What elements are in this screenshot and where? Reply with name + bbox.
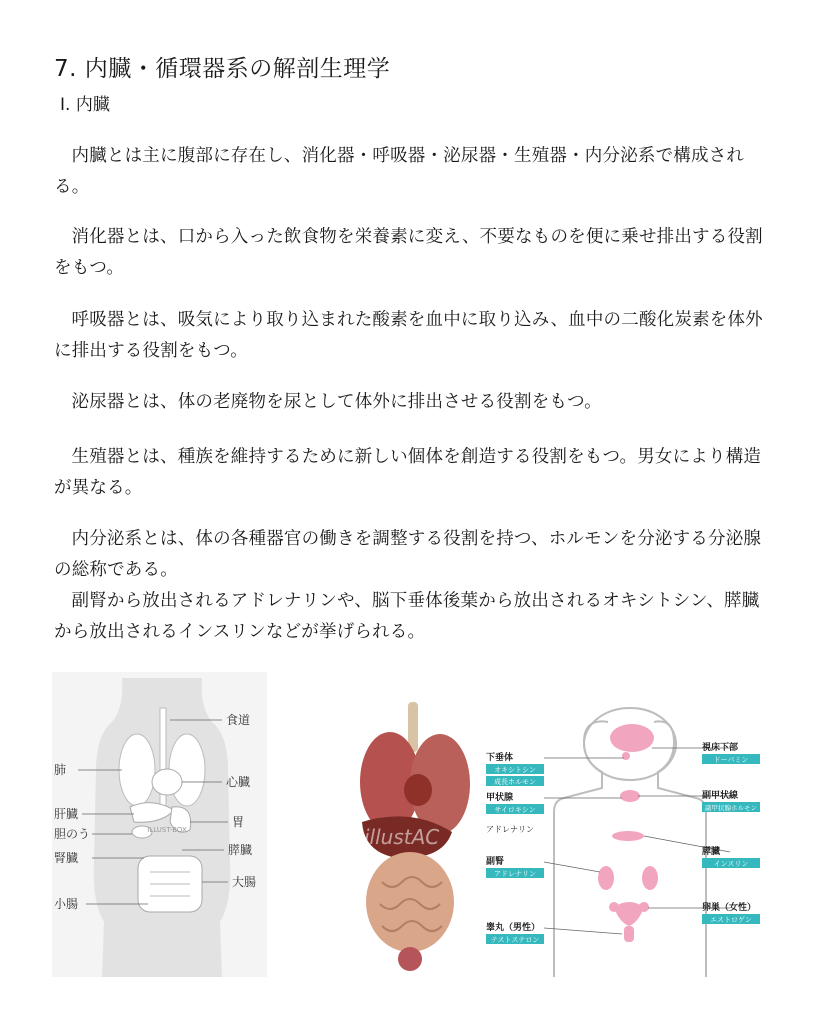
- label-liver: 肝臓: [54, 807, 79, 821]
- watermark-text: ILLUST-BOX: [147, 826, 187, 834]
- label-parathyroid: [702, 789, 760, 812]
- figure-area: [52, 672, 764, 977]
- paragraph: 呼吸器とは、吸気により取り込まれた酸素を血中に取り込み、血中の二酸化炭素を体外に排出する役割をもつ。: [54, 310, 763, 361]
- svg-text:テストステロン: テストステロン: [490, 936, 540, 944]
- svg-text:下垂体: 下垂体: [486, 753, 514, 763]
- svg-text:副甲状腺ホルモン: 副甲状腺ホルモン: [705, 804, 757, 812]
- organs-3d-illustration: [322, 672, 482, 977]
- svg-text:副腎: 副腎: [486, 857, 505, 867]
- paragraph: 泌尿器とは、体の老廃物を尿として体外に排出させる役割をもつ。: [71, 392, 602, 412]
- section-title: Ⅰ. 内臓: [60, 95, 110, 115]
- label-stomach: 胃: [232, 815, 245, 829]
- svg-text:アドレナリン: アドレナリン: [494, 870, 536, 878]
- paragraph: 副腎から放出されるアドレナリンや、脳下垂体後葉から放出されるオキシトシン、膵臓から放出されるインスリンなどが挙げられる。: [54, 591, 760, 642]
- label-gallbladder: 胆のう: [54, 827, 91, 841]
- svg-text:インスリン: インスリン: [713, 860, 749, 868]
- label-pituitary: [486, 751, 544, 786]
- svg-text:睾丸（男性）: 睾丸（男性）: [486, 923, 541, 933]
- label-small-intestine: 小腸: [54, 897, 79, 911]
- svg-text:成長ホルモン: 成長ホルモン: [494, 778, 536, 786]
- paragraph: 内臓とは主に腹部に存在し、消化器・呼吸器・泌尿器・生殖器・内分泌系で構成される。: [54, 146, 745, 197]
- label-ovary: [702, 901, 760, 924]
- svg-text:甲状腺: 甲状腺: [486, 793, 514, 803]
- label-kidney: 腎臓: [54, 851, 79, 865]
- svg-text:膵臓: 膵臓: [702, 847, 721, 857]
- label-esophagus: 食道: [226, 713, 251, 727]
- svg-text:サイロキシン: サイロキシン: [494, 806, 536, 814]
- label-pancreas: [702, 845, 760, 868]
- paragraph: 消化器とは、口から入った飲食物を栄養素に変え、不要なものを便に乗せ排出する役割をもつ。: [54, 227, 763, 278]
- label-hypothalamus: [702, 741, 760, 764]
- svg-text:エストロゲン: エストロゲン: [710, 916, 752, 924]
- paragraph: 内分泌系とは、体の各種器官の働きを調整する役割を持つ、ホルモンを分泌する分泌腺の総称である。: [54, 529, 762, 580]
- label-heart: 心臓: [226, 775, 251, 789]
- svg-text:副甲状線: 副甲状線: [702, 791, 739, 801]
- label-adrenaline: アドレナリン: [486, 825, 534, 834]
- organ-diagram: [52, 672, 267, 977]
- label-lung: 肺: [54, 763, 67, 777]
- endocrine-diagram: [484, 672, 764, 977]
- brain-icon: [610, 724, 654, 752]
- svg-text:視床下部: 視床下部: [702, 743, 739, 753]
- paragraph: 生殖器とは、種族を維持するために新しい個体を創造する役割をもつ。男女により構造が異なる。: [54, 447, 762, 498]
- svg-text:卵巣（女性）: 卵巣（女性）: [702, 903, 757, 913]
- label-thyroid: [486, 791, 544, 814]
- watermark-text: illustAC: [364, 825, 440, 849]
- label-testis: [486, 921, 544, 944]
- svg-text:ドーパミン: ドーパミン: [713, 756, 749, 764]
- label-large-intestine: 大腸: [232, 875, 257, 889]
- label-pancreas: 膵臓: [228, 843, 253, 857]
- svg-text:オキシトシン: オキシトシン: [494, 766, 536, 774]
- page-title: 7. 内臓・循環器系の解剖生理学: [54, 56, 391, 82]
- label-adrenal: [486, 855, 544, 878]
